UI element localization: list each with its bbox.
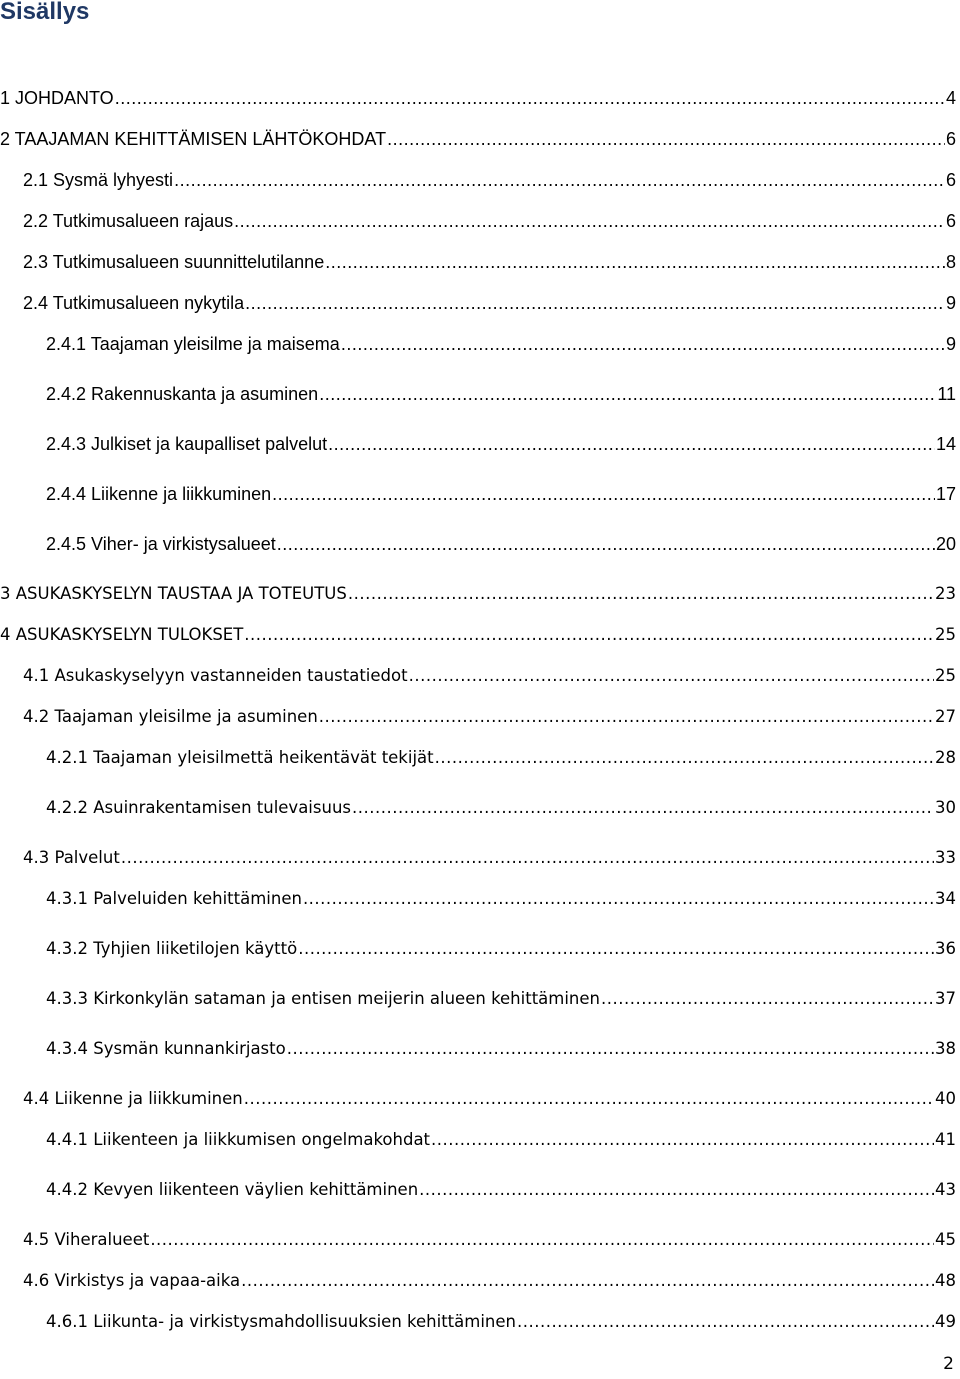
toc-dot-leader [319,703,934,731]
toc-entry[interactable] [23,289,956,317]
toc-dot-leader [234,207,945,235]
toc-entry[interactable] [46,935,956,963]
toc-entry-page: 30 [935,798,956,817]
toc-entry[interactable] [46,985,956,1013]
toc-entry-label: 2.4.3 Julkiset ja kaupalliset palvelut [46,434,328,454]
toc-entry-page: 45 [935,1230,956,1249]
toc-entry[interactable] [46,1035,956,1063]
toc-entry-page: 4 [945,88,956,108]
toc-dot-leader [517,1308,934,1336]
toc-entry-page: 25 [935,666,956,685]
toc-entry[interactable] [46,330,956,358]
toc-dot-leader [115,84,945,112]
toc-dot-leader [121,844,934,872]
toc-entry[interactable] [23,1226,956,1254]
toc-dot-leader [150,1226,934,1254]
toc-entry[interactable] [46,885,956,913]
toc-entry-label: 4.2 Taajaman yleisilme ja asuminen [23,707,318,726]
toc-entry-page: 41 [935,1130,956,1149]
toc-entry[interactable] [0,125,956,153]
toc-entry-page: 38 [935,1039,956,1058]
page-title: Sisällys [0,0,90,25]
toc-entry[interactable] [0,580,956,608]
toc-entry-label: 3 ASUKASKYSELYN TAUSTAA JA TOTEUTUS [0,584,347,603]
toc-entry-label: 4.2.2 Asuinrakentamisen tulevaisuus [46,798,352,817]
toc-entry-page: 9 [945,334,956,354]
toc-entry-page: 27 [935,707,956,726]
toc-entry-page: 17 [935,484,956,504]
toc-entry-label: 4.3.2 Tyhjien liiketilojen käyttö [46,939,298,958]
toc-dot-leader [348,580,934,608]
toc-entry[interactable] [23,166,956,194]
toc-dot-leader [241,1267,934,1295]
toc-dot-leader [287,1035,934,1063]
toc-entry-page: 28 [935,748,956,767]
toc-entry-label: 4 ASUKASKYSELYN TULOKSET [0,625,244,644]
toc-entry-page: 33 [935,848,956,867]
toc-entry-label: 2.4.5 Viher- ja virkistysalueet [46,534,276,554]
toc-dot-leader [272,480,935,508]
toc-entry[interactable] [23,1267,956,1295]
toc-entry-label: 2.4.2 Rakennuskanta ja asuminen [46,384,319,404]
toc-entry-label: 2.4.4 Liikenne ja liikkuminen [46,484,272,504]
toc-entry[interactable] [46,794,956,822]
toc-entry-label: 4.3.1 Palveluiden kehittäminen [46,889,302,908]
toc-entry-page: 43 [935,1180,956,1199]
toc-entry[interactable] [23,662,956,690]
toc-entry-page: 11 [937,384,956,404]
toc-entry-label: 4.5 Viheralueet [23,1230,150,1249]
toc-entry-page: 36 [935,939,956,958]
toc-entry-label: 1 JOHDANTO [0,88,114,108]
toc-entry-page: 23 [935,584,956,603]
toc-dot-leader [303,885,934,913]
toc-entry-label: 4.4.1 Liikenteen ja liikkumisen ongelmakohdat [46,1130,431,1149]
toc-entry-label: 4.2.1 Taajaman yleisilmettä heikentävät tekijät [46,748,434,767]
toc-dot-leader [174,166,945,194]
toc-entry-page: 20 [935,534,956,554]
toc-entry-label: 2 TAAJAMAN KEHITTÄMISEN LÄHTÖKOHDAT [0,129,387,149]
toc-dot-leader [277,530,935,558]
toc-entry-page: 37 [935,989,956,1008]
toc-dot-leader [325,248,945,276]
toc-dot-leader [319,380,936,408]
toc-dot-leader [419,1176,934,1204]
toc-entry-page: 48 [935,1271,956,1290]
toc-dot-leader [352,794,934,822]
toc-entry-page: 14 [935,434,956,454]
toc-entry-label: 4.3.3 Kirkonkylän sataman ja entisen meijerin alueen kehittäminen [46,989,600,1008]
toc-entry[interactable] [46,430,956,458]
toc-entry-page: 8 [945,252,956,272]
toc-entry-label: 4.3.4 Sysmän kunnankirjasto [46,1039,286,1058]
toc-entry[interactable] [23,1085,956,1113]
toc-dot-leader [244,621,934,649]
toc-entry[interactable] [46,1126,956,1154]
toc-dot-leader [341,330,945,358]
toc-entry-page: 6 [945,129,956,149]
toc-entry[interactable] [23,844,956,872]
toc-entry-label: 4.4.2 Kevyen liikenteen väylien kehittäminen [46,1180,419,1199]
toc-entry[interactable] [46,380,956,408]
toc-dot-leader [328,430,935,458]
toc-entry[interactable] [46,744,956,772]
toc-dot-leader [435,744,934,772]
toc-entry[interactable] [46,530,956,558]
toc-dot-leader [601,985,934,1013]
toc-entry-label: 4.6.1 Liikunta- ja virkistysmahdollisuuksien kehittäminen [46,1312,516,1331]
toc-entry-page: 9 [945,293,956,313]
toc-entry-page: 34 [935,889,956,908]
toc-entry[interactable] [23,703,956,731]
toc-entry-label: 2.2 Tutkimusalueen rajaus [23,211,234,231]
toc-dot-leader [298,935,934,963]
toc-entry[interactable] [46,1308,956,1336]
toc-entry-page: 25 [935,625,956,644]
toc-entry-label: 4.6 Virkistys ja vapaa-aika [23,1271,241,1290]
toc-dot-leader [431,1126,934,1154]
toc-entry-label: 4.3 Palvelut [23,848,120,867]
toc-entry-label: 2.4 Tutkimusalueen nykytila [23,293,245,313]
toc-entry-page: 49 [935,1312,956,1331]
toc-dot-leader [245,289,945,317]
toc-entry[interactable] [23,248,956,276]
toc-entry-label: 2.1 Sysmä lyhyesti [23,170,174,190]
toc-entry-page: 6 [945,211,956,231]
toc-dot-leader [387,125,945,153]
page-number: 2 [943,1354,954,1374]
toc-entry[interactable] [0,84,956,112]
toc-entry[interactable] [46,480,956,508]
toc-dot-leader [409,662,934,690]
toc-entry-label: 2.4.1 Taajaman yleisilme ja maisema [46,334,340,354]
toc-entry[interactable] [23,207,956,235]
toc-entry-label: 4.4 Liikenne ja liikkuminen [23,1089,243,1108]
toc-entry-label: 4.1 Asukaskyselyyn vastanneiden taustatiedot [23,666,408,685]
toc-entry-page: 40 [935,1089,956,1108]
toc-entry-page: 6 [945,170,956,190]
toc-entry[interactable] [46,1176,956,1204]
toc-dot-leader [244,1085,934,1113]
toc-entry-label: 2.3 Tutkimusalueen suunnittelutilanne [23,252,325,272]
toc-entry[interactable] [0,621,956,649]
